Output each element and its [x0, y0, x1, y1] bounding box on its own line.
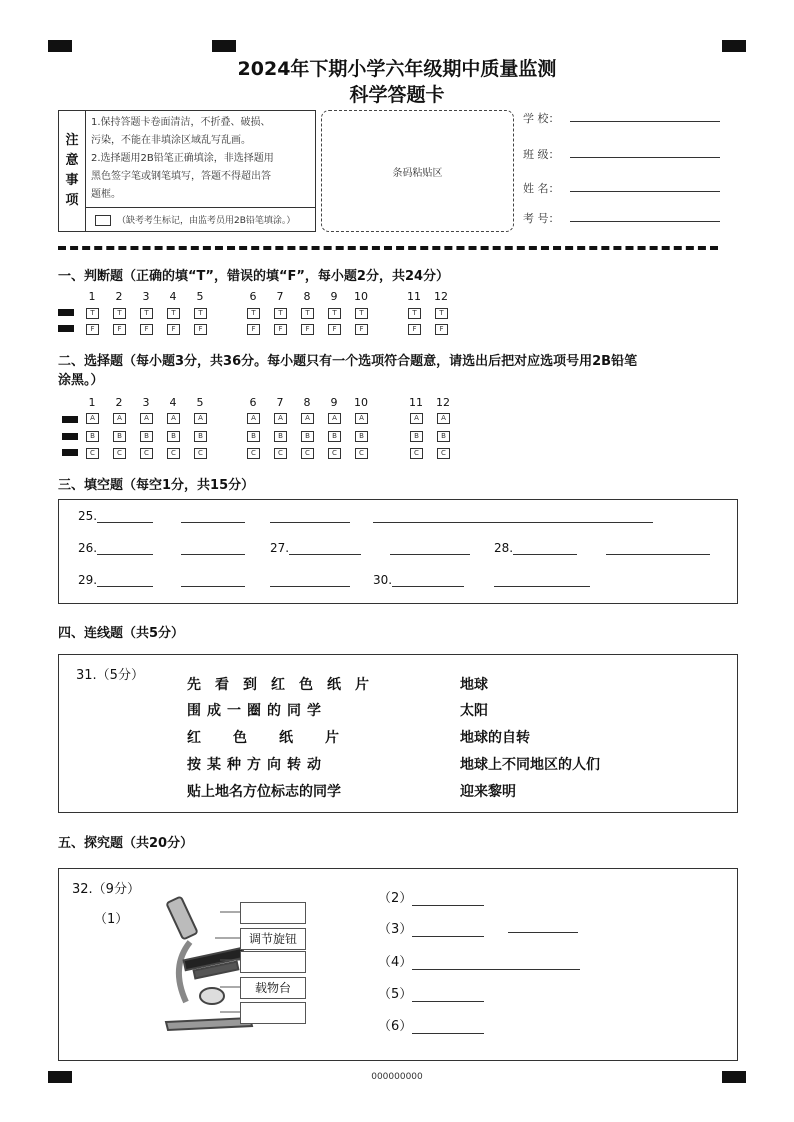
question-number: 30. — [373, 573, 393, 587]
fill-blank-row — [78, 572, 153, 587]
alignment-marker — [212, 40, 236, 52]
answer-option-bubble[interactable]: C — [410, 448, 423, 459]
answer-option-bubble[interactable]: B — [274, 431, 287, 442]
answer-blank[interactable] — [606, 540, 710, 555]
answer-blank[interactable] — [270, 572, 350, 587]
answer-blank[interactable] — [412, 987, 484, 1002]
notice-side-char: 事 — [65, 173, 79, 188]
answer-option-bubble[interactable]: F — [167, 324, 180, 335]
question-number: 1 — [88, 290, 96, 303]
diagram-answer-box[interactable] — [240, 902, 306, 924]
fill-blank-row — [78, 508, 153, 523]
answer-blank[interactable] — [181, 572, 245, 587]
answer-blank[interactable] — [412, 955, 580, 970]
answer-option-bubble[interactable]: A — [247, 413, 260, 424]
answer-blank[interactable] — [289, 540, 361, 555]
answer-blank[interactable] — [494, 572, 590, 587]
answer-option-bubble[interactable]: F — [247, 324, 260, 335]
section-4-title: 四、连线题（共5分） — [58, 626, 185, 641]
answer-blank[interactable] — [97, 540, 153, 555]
question-number: 10 — [354, 396, 368, 409]
barcode-label: 条码粘贴区 — [392, 167, 443, 179]
answer-option-bubble[interactable]: A — [355, 413, 368, 424]
question-number: 6 — [249, 396, 257, 409]
answer-option-bubble[interactable]: B — [247, 431, 260, 442]
answer-option-bubble[interactable]: B — [410, 431, 423, 442]
answer-option-bubble[interactable]: C — [194, 448, 207, 459]
answer-option-bubble[interactable]: C — [167, 448, 180, 459]
question-number: 9 — [330, 290, 338, 303]
answer-blank[interactable] — [97, 572, 153, 587]
answer-option-bubble[interactable]: C — [437, 448, 450, 459]
notice-line: 1.保持答题卡卷面清洁，不折叠、破损、 — [91, 117, 271, 128]
question-number: 6 — [249, 290, 257, 303]
answer-blank[interactable] — [390, 540, 470, 555]
name-label: 姓 名： — [523, 182, 560, 195]
question-number: 8 — [303, 396, 311, 409]
section-2-title-cont: 涂黑。） — [58, 373, 104, 388]
exam-number-label: 考 号： — [523, 212, 560, 225]
name-field[interactable] — [570, 191, 720, 192]
part-row — [378, 887, 484, 906]
fill-blank-row — [78, 540, 153, 555]
question-number: 3 — [142, 290, 150, 303]
footer-code: 000000000 — [371, 1072, 423, 1082]
question-label: 32.（9分） — [72, 882, 140, 897]
fill-blank-item — [494, 540, 577, 555]
question-number: 5 — [196, 396, 204, 409]
answer-option-bubble[interactable]: B — [194, 431, 207, 442]
answer-option-bubble[interactable]: A — [194, 413, 207, 424]
absent-mark-note: （缺考考生标记，由监考员用2B铅笔填涂。） — [117, 216, 296, 226]
answer-option-bubble[interactable]: B — [167, 431, 180, 442]
question-number: 11 — [407, 290, 421, 303]
row-marker — [62, 416, 78, 423]
answer-option-bubble[interactable]: C — [86, 448, 99, 459]
answer-blank[interactable] — [97, 508, 153, 523]
match-right-item[interactable]: 地球上不同地区的人们 — [460, 757, 600, 773]
alignment-marker — [722, 40, 746, 52]
match-right-item[interactable]: 地球的自转 — [460, 730, 530, 746]
answer-blank[interactable] — [373, 508, 653, 523]
row-marker — [62, 433, 78, 440]
part-row — [378, 983, 484, 1002]
answer-blank[interactable] — [412, 1019, 484, 1034]
match-left-item[interactable]: 先看到红色纸片 — [187, 677, 383, 693]
answer-option-bubble[interactable]: T — [328, 308, 341, 319]
part-label: （5） — [378, 987, 413, 1002]
exam-number-field[interactable] — [570, 221, 720, 222]
section-1-title: 一、判断题（正确的填“T”，错误的填“F”，每小题2分，共24分） — [58, 269, 450, 284]
question-number: 12 — [434, 290, 448, 303]
answer-option-bubble[interactable]: B — [355, 431, 368, 442]
question-number: 11 — [409, 396, 423, 409]
row-marker — [62, 449, 78, 456]
answer-option-bubble[interactable]: F — [328, 324, 341, 335]
answer-option-bubble[interactable]: F — [408, 324, 421, 335]
answer-blank[interactable] — [181, 540, 245, 555]
answer-blank[interactable] — [412, 891, 484, 906]
diagram-label-knob: 调节旋钮 — [240, 928, 306, 950]
answer-option-bubble[interactable]: A — [167, 413, 180, 424]
notice-box — [58, 110, 316, 232]
row-marker — [58, 309, 74, 316]
question-number: 7 — [276, 290, 284, 303]
part-row — [378, 951, 580, 970]
question-number: 4 — [169, 396, 177, 409]
answer-option-bubble[interactable]: F — [355, 324, 368, 335]
match-right-item[interactable]: 太阳 — [460, 703, 488, 719]
question-number: 5 — [196, 290, 204, 303]
answer-option-bubble[interactable]: F — [194, 324, 207, 335]
class-field[interactable] — [570, 157, 720, 158]
question-number: 1 — [88, 396, 96, 409]
match-left-item[interactable]: 贴上地名方位标志的同学 — [187, 784, 341, 800]
answer-option-bubble[interactable]: B — [140, 431, 153, 442]
notice-side-label — [59, 111, 86, 231]
match-right-item[interactable]: 地球 — [460, 677, 488, 693]
answer-option-bubble[interactable]: T — [408, 308, 421, 319]
answer-option-bubble[interactable]: F — [301, 324, 314, 335]
section-3-title: 三、填空题（每空1分，共15分） — [58, 478, 255, 493]
answer-blank[interactable] — [513, 540, 577, 555]
answer-option-bubble[interactable]: F — [113, 324, 126, 335]
fill-blank-item — [373, 572, 464, 587]
answer-option-bubble[interactable]: C — [301, 448, 314, 459]
answer-option-bubble[interactable]: T — [113, 308, 126, 319]
question-number: 2 — [115, 396, 123, 409]
answer-blank[interactable] — [508, 918, 578, 933]
part-label: （1） — [94, 912, 129, 927]
answer-option-bubble[interactable]: T — [167, 308, 180, 319]
section-5-title: 五、探究题（共20分） — [58, 836, 194, 851]
answer-option-bubble[interactable]: A — [86, 413, 99, 424]
part-label: （3） — [378, 922, 413, 937]
question-number: 28. — [494, 541, 514, 555]
question-number: 10 — [354, 290, 368, 303]
answer-option-bubble[interactable]: F — [86, 324, 99, 335]
answer-option-bubble[interactable]: C — [355, 448, 368, 459]
diagram-answer-box[interactable] — [240, 951, 306, 973]
page-subtitle: 科学答题卡 — [349, 84, 445, 106]
match-left-item[interactable]: 围成一圈的同学 — [187, 703, 327, 719]
answer-option-bubble[interactable]: T — [140, 308, 153, 319]
notice-side-char: 意 — [65, 153, 79, 168]
notice-side-char: 注 — [65, 133, 79, 148]
school-label: 学 校： — [523, 112, 560, 125]
notice-line: 题框。 — [91, 189, 121, 200]
question-number: 9 — [330, 396, 338, 409]
question-number: 12 — [436, 396, 450, 409]
row-marker — [58, 325, 74, 332]
absent-mark-row — [85, 207, 315, 232]
answer-option-bubble[interactable]: A — [140, 413, 153, 424]
match-left-item[interactable]: 红色纸片 — [187, 730, 371, 746]
answer-option-bubble[interactable]: B — [113, 431, 126, 442]
answer-blank[interactable] — [181, 508, 245, 523]
answer-option-bubble[interactable]: A — [301, 413, 314, 424]
question-number: 25. — [78, 509, 98, 523]
notice-line: 污染，不能在非填涂区域乱写乱画。 — [91, 135, 251, 146]
absent-checkbox[interactable] — [95, 215, 111, 226]
notice-line: 黑色签字笔或钢笔填写，答题不得超出答 — [91, 171, 271, 182]
matching-frame — [58, 654, 738, 813]
answer-blank[interactable] — [392, 572, 464, 587]
answer-option-bubble[interactable]: C — [247, 448, 260, 459]
question-number: 29. — [78, 573, 98, 587]
part-label: （6） — [378, 1019, 413, 1034]
page-title: 2024年下期小学六年级期中质量监测 — [237, 58, 557, 80]
answer-option-bubble[interactable]: T — [435, 308, 448, 319]
answer-option-bubble[interactable]: F — [435, 324, 448, 335]
part-row — [378, 918, 484, 937]
answer-option-bubble[interactable]: C — [140, 448, 153, 459]
answer-option-bubble[interactable]: A — [328, 413, 341, 424]
answer-option-bubble[interactable]: B — [328, 431, 341, 442]
barcode-area — [321, 110, 514, 232]
question-number: 3 — [142, 396, 150, 409]
answer-option-bubble[interactable]: C — [328, 448, 341, 459]
answer-option-bubble[interactable]: T — [274, 308, 287, 319]
answer-option-bubble[interactable]: F — [274, 324, 287, 335]
match-right-item[interactable]: 迎来黎明 — [460, 784, 516, 800]
alignment-marker — [48, 40, 72, 52]
fill-blank-item — [270, 540, 361, 555]
answer-option-bubble[interactable]: T — [301, 308, 314, 319]
answer-option-bubble[interactable]: C — [113, 448, 126, 459]
answer-option-bubble[interactable]: A — [410, 413, 423, 424]
question-number: 26. — [78, 541, 98, 555]
part-label: （4） — [378, 955, 413, 970]
part-label: （2） — [378, 891, 413, 906]
answer-option-bubble[interactable]: C — [274, 448, 287, 459]
section-divider — [58, 246, 718, 250]
answer-blank[interactable] — [270, 508, 350, 523]
question-number: 27. — [270, 541, 290, 555]
part-row — [378, 1015, 484, 1034]
answer-option-bubble[interactable]: A — [274, 413, 287, 424]
notice-side-char: 项 — [65, 193, 79, 208]
class-label: 班 级： — [523, 148, 560, 161]
answer-option-bubble[interactable]: B — [437, 431, 450, 442]
answer-option-bubble[interactable]: T — [194, 308, 207, 319]
match-left-item[interactable]: 按某种方向转动 — [187, 757, 327, 773]
question-number: 7 — [276, 396, 284, 409]
notice-line: 2.选择题用2B铅笔正确填涂，非选择题用 — [91, 153, 274, 164]
question-number: 2 — [115, 290, 123, 303]
question-number: 8 — [303, 290, 311, 303]
notice-text — [91, 114, 311, 204]
answer-option-bubble[interactable]: T — [86, 308, 99, 319]
answer-option-bubble[interactable]: B — [86, 431, 99, 442]
answer-blank[interactable] — [412, 922, 484, 937]
answer-option-bubble[interactable]: A — [113, 413, 126, 424]
question-number: 4 — [169, 290, 177, 303]
answer-option-bubble[interactable]: A — [437, 413, 450, 424]
school-field[interactable] — [570, 121, 720, 122]
diagram-answer-box[interactable] — [240, 1002, 306, 1024]
diagram-label-stage: 载物台 — [240, 977, 306, 999]
answer-option-bubble[interactable]: T — [247, 308, 260, 319]
answer-option-bubble[interactable]: B — [301, 431, 314, 442]
section-2-title: 二、选择题（每小题3分，共36分。每小题只有一个选项符合题意，请选出后把对应选项号用2B铅笔 — [58, 354, 638, 369]
answer-option-bubble[interactable]: F — [140, 324, 153, 335]
answer-option-bubble[interactable]: T — [355, 308, 368, 319]
question-label: 31.（5分） — [76, 668, 144, 683]
